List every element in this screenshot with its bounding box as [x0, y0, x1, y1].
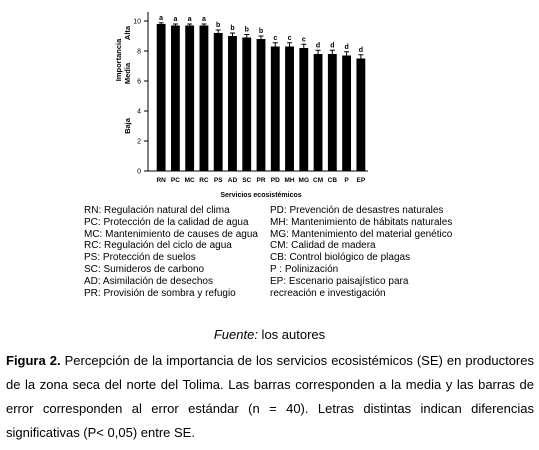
- bar: [200, 26, 209, 172]
- significance-letter: a: [187, 16, 192, 23]
- x-tick-label: MG: [298, 177, 310, 184]
- x-tick-label: PC: [170, 177, 180, 184]
- legend-left: [84, 205, 274, 299]
- legend-item: CM: Calidad de madera: [270, 240, 376, 252]
- significance-letter: d: [315, 42, 321, 50]
- bar: [314, 54, 323, 171]
- x-tick-label: SC: [242, 177, 252, 184]
- legend-item: RN: Regulación natural del clima: [84, 205, 230, 216]
- bar: [356, 59, 365, 172]
- x-tick-label: AD: [227, 177, 238, 184]
- x-tick-label: CB: [327, 177, 338, 184]
- y-tick-label: 4: [137, 108, 141, 116]
- significance-letter: b: [216, 22, 221, 29]
- significance-letter: c: [287, 34, 292, 42]
- bar: [257, 39, 266, 171]
- y-tick-label: 8: [137, 48, 141, 56]
- x-tick-label: CM: [313, 177, 324, 184]
- significance-letter: d: [330, 42, 335, 50]
- x-tick-label: MH: [284, 177, 295, 184]
- caption-text: Percepción de la importancia de los servicios ecosistémicos (SE) en productores de la zona seca del norte del Tolima. Las barras corresponden a la media y las barras de error corresponden al error estándar (n = 40). Letras distintas indican diferencias significativas (P< 0,05) entre SE.: [6, 353, 534, 440]
- legend-right: [270, 205, 453, 299]
- legend-item: RC: Regulación del ciclo de agua: [84, 240, 232, 252]
- legend-item: EP: Escenario paisajístico para recreación e investigación: [270, 275, 409, 299]
- significance-letter: b: [230, 25, 235, 32]
- significance-letter: a: [201, 16, 206, 23]
- y-axis-title: Importancia: [114, 38, 123, 82]
- y-tick-label: 2: [137, 138, 141, 146]
- legend-item: MH: Mantenimiento de hábitats naturales: [270, 216, 453, 228]
- significance-letter: d: [358, 46, 364, 54]
- figure-caption: [6, 349, 534, 445]
- significance-letter: a: [173, 16, 178, 23]
- x-tick-label: PS: [213, 177, 223, 184]
- legend-item: PS: Protección de suelos: [84, 252, 196, 264]
- bar: [185, 26, 194, 172]
- bar: [171, 26, 180, 172]
- significance-letter: c: [301, 36, 306, 44]
- legend-item: CB: Control biológico de plagas: [270, 252, 411, 264]
- bar: [328, 54, 337, 171]
- y-category-label: Baja: [123, 118, 132, 134]
- x-tick-label: MC: [184, 177, 195, 184]
- significance-letter: a: [159, 14, 164, 22]
- legend-item: PC: Protección de la calidad de agua: [84, 216, 249, 228]
- significance-letter: b: [258, 28, 264, 35]
- bar: [271, 47, 280, 172]
- significance-letter: c: [273, 34, 278, 42]
- bar: [228, 36, 237, 171]
- legend-item: PD: Prevención de desastres naturales: [270, 205, 444, 216]
- legend-item: P : Polinización: [270, 263, 339, 275]
- x-tick-label: RC: [199, 177, 209, 184]
- bar: [214, 33, 223, 171]
- legend-item: MC: Mantenimiento de causes de agua: [84, 228, 258, 240]
- legend-item: SC: Sumideros de carbono: [84, 263, 205, 275]
- y-tick-label: 6: [137, 78, 141, 86]
- legend-item: MG: Mantenimiento del material genético: [270, 228, 453, 240]
- bar: [299, 48, 308, 171]
- bar: [342, 56, 351, 172]
- y-tick-label: 10: [133, 18, 141, 26]
- legend-item: PR: Provisión de sombra y refugio: [84, 287, 236, 299]
- x-tick-label: PD: [270, 177, 280, 184]
- source-text: los autores: [257, 327, 326, 342]
- y-tick-label: 0: [137, 168, 141, 176]
- caption-label: Figura 2.: [6, 353, 61, 368]
- x-tick-label: P: [344, 177, 349, 184]
- y-category-label: Alta: [123, 25, 132, 41]
- y-category-label: Media: [123, 62, 132, 85]
- significance-letter: b: [244, 26, 249, 34]
- legend-item: AD: Asimilación de desechos: [84, 275, 213, 287]
- bar: [157, 24, 166, 171]
- figure-source: [0, 327, 539, 342]
- x-tick-label: EP: [356, 177, 366, 184]
- bar-chart: [0, 0, 539, 205]
- x-tick-label: PR: [256, 177, 266, 184]
- source-label: Fuente:: [213, 327, 258, 342]
- significance-letter: d: [344, 43, 349, 51]
- x-axis-title: Servicios ecosistémicos: [220, 192, 302, 199]
- x-tick-label: RN: [156, 177, 166, 184]
- bar: [285, 47, 294, 172]
- bar: [242, 38, 251, 172]
